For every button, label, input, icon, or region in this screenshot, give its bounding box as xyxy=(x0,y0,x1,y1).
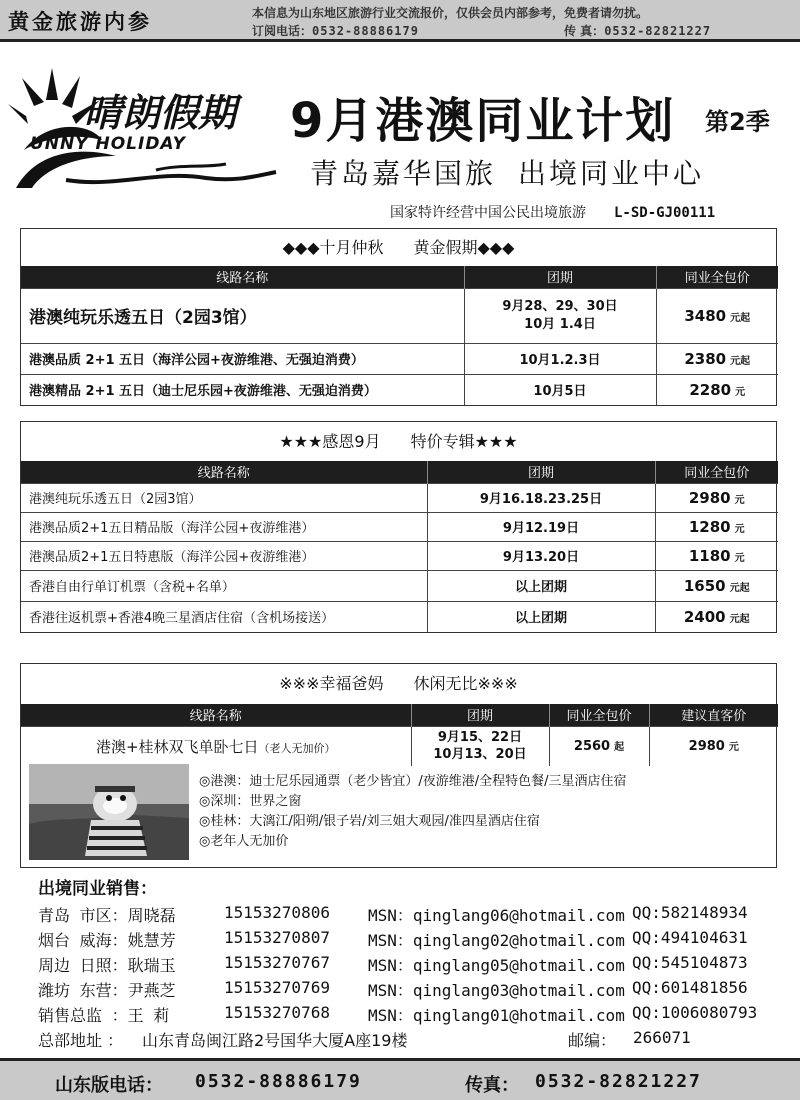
table-header xyxy=(21,704,778,726)
fax-group xyxy=(564,22,711,39)
column-header: 建议直客价 xyxy=(649,704,778,726)
table-row xyxy=(21,541,778,570)
subscribe-label: 订阅电话： xyxy=(252,24,313,38)
table-row xyxy=(21,570,778,601)
table-row xyxy=(21,601,778,632)
section-title-part: 休闲无比※※※ xyxy=(413,674,518,693)
column-header: 团期 xyxy=(427,461,655,483)
tour-dates: 9月13.20日 xyxy=(427,541,655,570)
golden-holiday-section xyxy=(20,228,777,406)
price-cell xyxy=(655,570,778,601)
price-unit: 元起 xyxy=(729,582,750,594)
bottom-phone-label: 山东版电话： xyxy=(55,1075,163,1096)
price-unit: 元起 xyxy=(730,355,751,367)
contact-msn: MSN：qinglang02@hotmail.com xyxy=(368,931,625,950)
column-header: 同业全包价 xyxy=(549,704,649,726)
column-header: 团期 xyxy=(411,704,549,726)
thanksgiving-special-section xyxy=(20,421,777,633)
table-row xyxy=(21,483,778,512)
sunny-holiday-logo xyxy=(6,60,286,192)
section-title-part: ★★★感恩9月 xyxy=(279,432,381,451)
tour-date-line: 9月28、29、30日 xyxy=(502,298,618,314)
license-code: L-SD-GJ00111 xyxy=(614,205,716,221)
contact-qq: QQ:582148934 xyxy=(632,903,748,922)
contact-row xyxy=(38,1003,778,1028)
feature-item: ◎港澳：迪士尼乐园通票（老少皆宜）/夜游维港/全程特色餐/三星酒店住宿 xyxy=(199,774,627,789)
route-name: 港澳品质2+1五日精品版（海洋公园+夜游维港） xyxy=(21,512,427,541)
season-label: 第2季 xyxy=(705,108,770,136)
contact-region: 烟台 威海：姚慧芳 xyxy=(38,931,176,950)
fax-number: 0532-82821227 xyxy=(604,24,712,38)
column-header: 同业全包价 xyxy=(656,266,778,288)
address-value: 山东青岛闽江路2号国华大厦A座19楼 xyxy=(142,1031,408,1050)
column-header: 团期 xyxy=(464,266,656,288)
subscribe-line xyxy=(252,22,712,39)
agency-name: 青岛嘉华国旅 xyxy=(310,157,497,190)
contact-region: 青岛 市区：周晓磊 xyxy=(38,906,176,925)
license-line xyxy=(390,202,715,222)
price-unit: 元起 xyxy=(729,613,750,625)
tour-dates: 10月1.2.3日 xyxy=(464,343,656,374)
contact-row xyxy=(38,953,778,978)
tour-dates: 以上团期 xyxy=(427,570,655,601)
top-banner xyxy=(0,0,800,42)
bottom-banner xyxy=(0,1058,800,1100)
route-note: （老人无加价） xyxy=(258,741,336,755)
license-text: 国家特许经营中国公民出境旅游 xyxy=(390,205,586,221)
table-row xyxy=(21,726,778,766)
bottom-fax-label: 传真： xyxy=(465,1075,519,1096)
section-title-part: ◆◆◆十月仲秋 xyxy=(282,238,384,257)
price-value: 2400 xyxy=(683,607,726,626)
section-title-part: 黄金假期◆◆◆ xyxy=(413,238,515,257)
agency-subhead xyxy=(310,152,704,192)
price-value: 1280 xyxy=(688,517,731,536)
contact-phone: 15153270768 xyxy=(224,1003,330,1022)
price-value: 1180 xyxy=(688,546,731,565)
contact-phone: 15153270806 xyxy=(224,903,330,922)
happy-parents-section xyxy=(20,663,777,868)
bottom-fax: 0532-82821227 xyxy=(535,1071,702,1092)
retail-price-value: 2980 xyxy=(688,739,725,755)
price-value: 1650 xyxy=(683,576,726,595)
price-cell xyxy=(655,512,778,541)
table-row xyxy=(21,288,778,343)
contact-msn: MSN：qinglang01@hotmail.com xyxy=(368,1006,625,1025)
postcode-label: 邮编： xyxy=(568,1031,617,1050)
route-name: 香港自由行单订机票（含税+名单） xyxy=(21,570,427,601)
route-name: 港澳纯玩乐透五日（2园3馆） xyxy=(21,483,427,512)
subscribe-phone: 0532-88886179 xyxy=(312,24,419,38)
page-title: 9月港澳同业计划 xyxy=(290,93,676,149)
price-value: 2280 xyxy=(689,380,732,399)
contact-region: 销售总监 ：王 莉 xyxy=(38,1006,170,1025)
tour-date-line: 10月 1.4日 xyxy=(524,316,596,332)
price-cell xyxy=(655,483,778,512)
contact-qq: QQ:601481856 xyxy=(632,978,748,997)
postcode-value: 266071 xyxy=(633,1028,691,1047)
section-title xyxy=(21,664,776,704)
address-label: 总部地址 ： xyxy=(38,1031,124,1050)
feature-item: ◎老年人无加价 xyxy=(199,834,289,849)
contact-phone: 15153270807 xyxy=(224,928,330,947)
route-name: 港澳精品 2+1 五日（迪士尼乐园+夜游维港、无强迫消费） xyxy=(21,374,464,405)
retail-price-cell xyxy=(649,726,778,766)
contact-row xyxy=(38,928,778,953)
mascot-photo-image xyxy=(29,764,189,860)
contact-row xyxy=(38,978,778,1003)
tour-dates: 9月16.18.23.25日 xyxy=(427,483,655,512)
table-row xyxy=(21,374,778,405)
price-value: 3480 xyxy=(684,306,727,325)
price-cell xyxy=(656,288,778,343)
address-row xyxy=(38,1028,778,1053)
price-cell xyxy=(656,343,778,374)
tour-dates: 以上团期 xyxy=(427,601,655,632)
feature-item: ◎深圳：世界之窗 xyxy=(199,794,302,809)
route-name: 港澳纯玩乐透五日（2园3馆） xyxy=(21,288,464,343)
logo-english-name: UNNY HOLIDAY xyxy=(30,134,186,154)
price-table xyxy=(21,461,778,632)
tour-dates xyxy=(411,726,549,766)
price-value: 2980 xyxy=(688,488,731,507)
price-value: 2380 xyxy=(684,349,727,368)
table-header xyxy=(21,461,778,483)
contact-qq: QQ:545104873 xyxy=(632,953,748,972)
contact-row xyxy=(38,903,778,928)
route-name: 香港往返机票+香港4晚三星酒店住宿（含机场接送） xyxy=(21,601,427,632)
price-cell xyxy=(549,726,649,766)
price-unit: 元 xyxy=(735,386,746,398)
column-header: 线路名称 xyxy=(21,266,464,288)
price-cell xyxy=(655,541,778,570)
price-table xyxy=(21,704,778,766)
center-name: 出境同业中心 xyxy=(518,157,705,190)
tour-date-line: 9月15、22日 xyxy=(437,730,523,746)
price-cell xyxy=(656,374,778,405)
table-row xyxy=(21,343,778,374)
section-title-part: ※※※幸福爸妈 xyxy=(279,674,384,693)
member-notice: 本信息为山东地区旅游行业交流报价，仅供会员内部参考，免费者请勿扰。 xyxy=(252,6,649,20)
route-name: 港澳品质 2+1 五日（海洋公园+夜游维港、无强迫消费） xyxy=(21,343,464,374)
mascot-photo xyxy=(29,764,189,860)
column-header: 线路名称 xyxy=(21,461,427,483)
contact-qq: QQ:1006080793 xyxy=(632,1003,758,1022)
logo-chinese-name: 晴朗假期 xyxy=(84,90,237,135)
contact-msn: MSN：qinglang06@hotmail.com xyxy=(368,906,625,925)
section-title-part: 特价专辑★★★ xyxy=(410,432,518,451)
route-name: 港澳品质2+1五日特惠版（海洋公园+夜游维港） xyxy=(21,541,427,570)
itinerary-features xyxy=(199,772,626,852)
column-header: 线路名称 xyxy=(21,704,411,726)
retail-price-unit: 元 xyxy=(728,742,739,754)
contact-phone: 15153270767 xyxy=(224,953,330,972)
fax-label: 传 真： xyxy=(564,24,605,38)
contact-region: 周边 日照：耿瑞玉 xyxy=(38,956,176,975)
feature-item: ◎桂林：大漓江/阳朔/银子岩/刘三姐大观园/准四星酒店住宿 xyxy=(199,814,540,829)
price-unit: 元起 xyxy=(730,312,751,324)
tour-dates: 9月12.19日 xyxy=(427,512,655,541)
price-unit: 元 xyxy=(734,494,745,506)
tour-date-line: 10月13、20日 xyxy=(433,747,527,763)
section-title xyxy=(21,422,776,461)
price-unit: 元 xyxy=(734,523,745,535)
price-unit: 元 xyxy=(734,552,745,564)
contacts-heading: 出境同业销售： xyxy=(38,879,157,899)
publication-brand: 黄金旅游内参 xyxy=(8,10,152,34)
tour-dates xyxy=(464,288,656,343)
table-header xyxy=(21,266,778,288)
price-table xyxy=(21,266,778,405)
contact-qq: QQ:494104631 xyxy=(632,928,748,947)
price-value: 2560 xyxy=(573,739,611,755)
price-cell xyxy=(655,601,778,632)
contact-phone: 15153270769 xyxy=(224,978,330,997)
section-title xyxy=(21,229,776,266)
route-name xyxy=(21,726,411,766)
contact-msn: MSN：qinglang05@hotmail.com xyxy=(368,956,625,975)
contact-msn: MSN：qinglang03@hotmail.com xyxy=(368,981,625,1000)
column-header: 同业全包价 xyxy=(655,461,778,483)
sales-contacts xyxy=(38,874,778,1053)
tour-dates: 10月5日 xyxy=(464,374,656,405)
contact-region: 潍坊 东营：尹燕芝 xyxy=(38,981,176,1000)
table-row xyxy=(21,512,778,541)
price-unit: 起 xyxy=(614,742,625,754)
bottom-phone: 0532-88886179 xyxy=(195,1071,362,1092)
route-title: 港澳+桂林双飞单卧七日 xyxy=(95,737,259,756)
